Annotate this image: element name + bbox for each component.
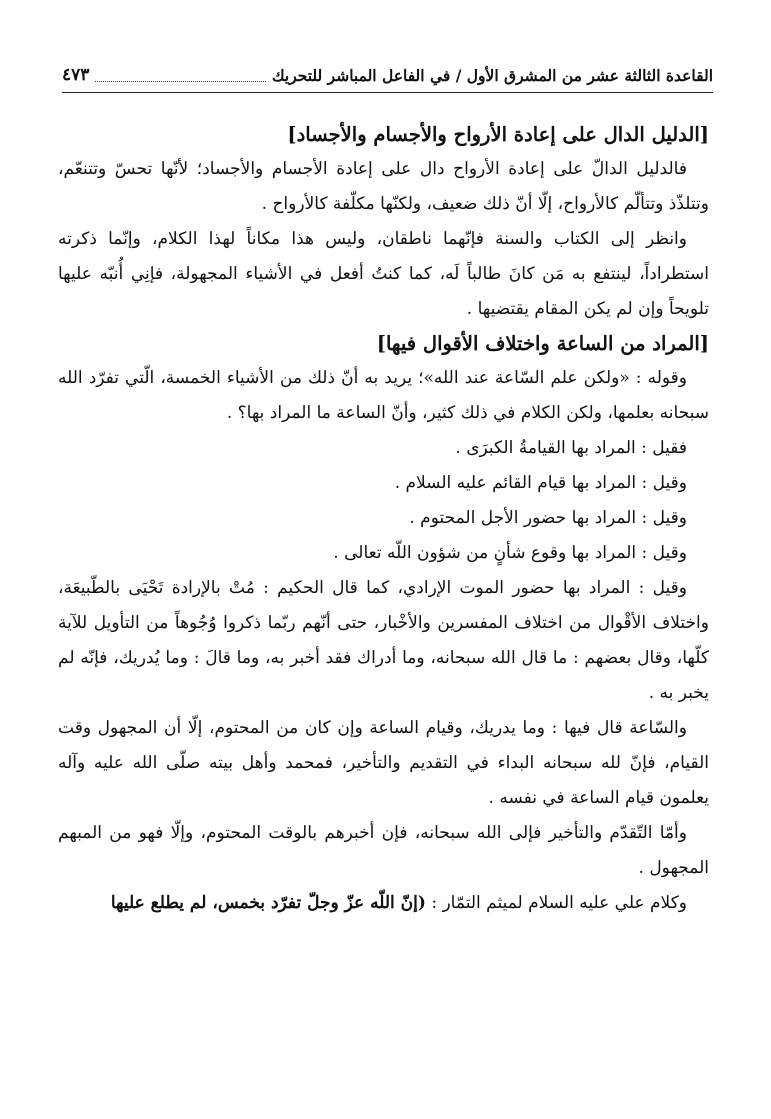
header-dotted-leader [95, 69, 265, 82]
header-title: القاعدة الثالثة عشر من المشرق الأول / في الفاعل المباشر للتحريك [271, 65, 713, 85]
running-header [62, 58, 713, 93]
opinion-item: وقيل : المراد بها حضور الأجل المحتوم . [409, 508, 687, 528]
maytham-prefix: وكلام علي عليه السلام لميثم التمّار : [431, 893, 687, 913]
paragraph-evidence: فالدليل الدالّ على إعادة الأرواح دال على إعادة الأجسام والأجساد؛ لأنّها تحسّ وتتنعّم، وتتلذّذ وتتألّم كالأرواح، إلّا أنّ ذلك ضعيف، ولكنّها مكلّفة كالأرواح . [58, 159, 709, 214]
paragraph-hour-intro: وقوله : «ولكن علم السّاعة عند الله»؛ يريد به أنّ ذلك من الأشياء الخمسة، الّتي تفرّد الله سبحانه بعلمها، ولكن الكلام في ذلك كثير، وأنّ الساعة ما المراد بها؟ . [58, 368, 709, 423]
opinion-item: وقيل : المراد بها قيام القائم عليه السلام . [394, 473, 687, 493]
maytham-quote: (إنّ اللّه عزّ وجلّ تفرّد بخمس، لم يطلع عليها [110, 893, 426, 913]
opinion-item: فقيل : المراد بها القيامةُ الكبرَى . [455, 438, 687, 458]
section-heading-evidence: [الدليل الدال على إعادة الأرواح والأجسام والأجساد] [287, 123, 709, 146]
paragraph-advance-delay: وأمّا التّقدّم والتأخير فإلى الله سبحانه، فإن أخبرهم بالوقت المحتوم، وإلّا فهو من المبهم المجهول . [58, 823, 709, 878]
page-content [58, 118, 709, 921]
opinion-item: وقيل : المراد بها وقوع شأنٍ من شؤون اللّه تعالى . [333, 543, 687, 563]
paragraph-hour-knowledge: والسّاعة قال فيها : وما يدريك، وقيام الساعة وإن كان من المحتوم، إلّا أن المجهول وقت القيام، فإنّ لله سبحانه البداء في التقديم والتأخير، فمحمد وأهل بيته صلّى الله عليه وآله يعلمون قيام الساعة في نفسه . [58, 718, 709, 808]
paragraph-book-sunnah: وانظر إلى الكتاب والسنة فإنّهما ناطقان، وليس هذا مكاناً لهذا الكلام، وإنّما ذكرته استطراداً، لينتفع به مَن كانَ طالباً لَه، كما كنتُ أفعل في الأشياء المجهولة، فإنِي أُنبّه عليها تلويحاً وإن لم يكن المقام يقتضيها . [58, 229, 709, 319]
paragraph-voluntary-death: وقيل : المراد بها حضور الموت الإرادي، كما قال الحكيم : مُتْ بالإرادة تَحْيَى بالطّبيعَة، واختلاف الأقْوال من اختلاف المفسرين والأخْبار، حتى أنّهم ربّما ذكروا وُجُوهاً من التأويل للآية كلّها، وقال بعضهم : ما قال الله سبحانه، وما أدراك فقد أخبر به، وما قالَ : وما يُدريك، فإنّه لم يخبر به . [58, 578, 709, 703]
paragraph-maytham [58, 886, 709, 921]
section-heading-hour: [المراد من الساعة واختلاف الأقوال فيها] [376, 332, 709, 355]
page-number: ٤٧٣ [62, 65, 90, 85]
